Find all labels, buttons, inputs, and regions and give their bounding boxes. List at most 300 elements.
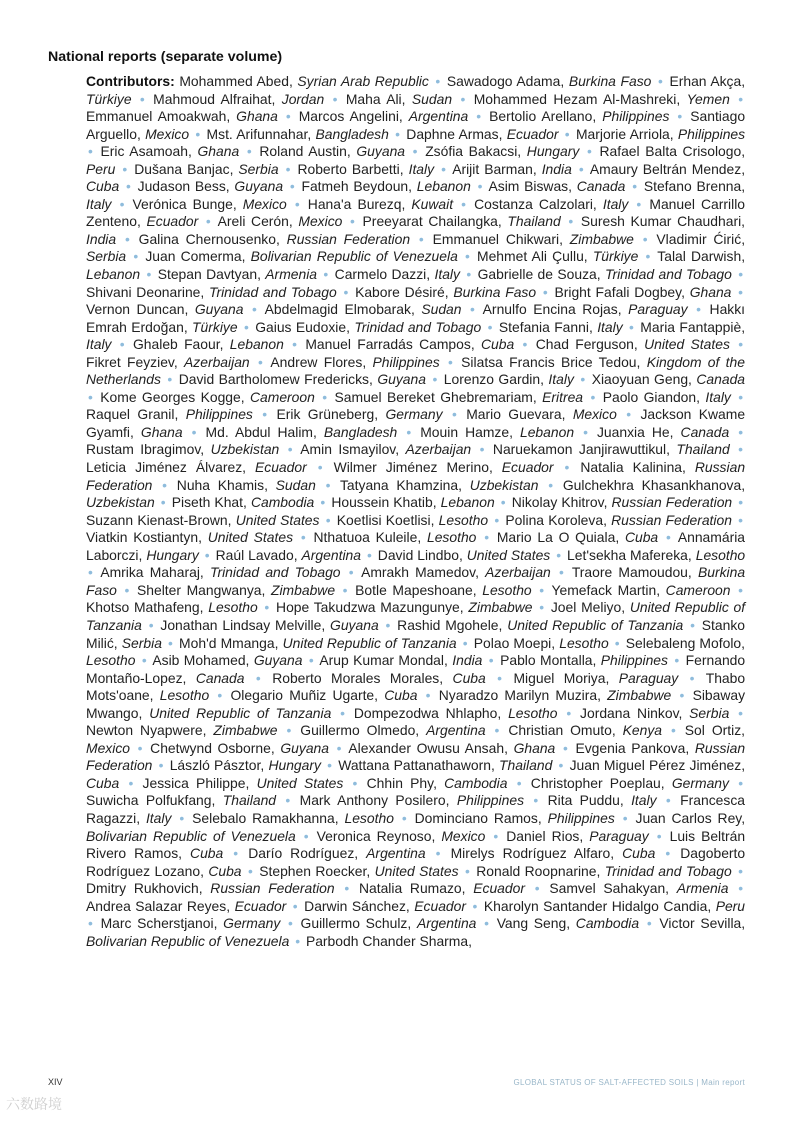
contributor-country: Ecuador [473, 880, 525, 897]
contributor-name: Emmanuel Chikwari [432, 230, 560, 247]
contributor-name: Judason Bess [137, 178, 226, 195]
separator-dot: • [366, 546, 372, 563]
separator-dot: • [435, 73, 441, 89]
contributor-name: Juan Comerma [145, 248, 242, 265]
contributor-entry: Houssein Khatib, Lebanon [331, 494, 495, 511]
contributor-name: Andrea Salazar Reyes [86, 897, 227, 914]
contributor-entry: Stefano Brenna, Italy [86, 178, 746, 212]
contributor-entry: Darwin Sánchez, Ecuador [304, 897, 467, 914]
contributor-country: Argentina [426, 722, 486, 739]
contributor-entry: Veronica Reynoso, Mexico [316, 827, 486, 844]
contributor-entry: Yemefack Martin, Cameroon [551, 581, 731, 598]
contributor-country: Lebanon [229, 336, 284, 353]
contributor-name: Marcos Angelini [298, 108, 399, 125]
separator-dot: • [287, 441, 293, 458]
separator-dot: • [738, 862, 743, 879]
contributor-country: Ghana [140, 423, 183, 440]
separator-dot: • [300, 529, 306, 546]
contributor-entry: Dompezodwa Nhlapho, Lesotho [353, 704, 558, 721]
footer-title: GLOBAL STATUS OF SALT-AFFECTED SOILS | Main report [513, 1078, 745, 1087]
separator-dot: • [327, 757, 333, 774]
contributor-name: Darío Rodríguez [248, 845, 355, 862]
contributor-entry: Roberto Morales Morales, Cuba [272, 669, 486, 686]
separator-dot: • [494, 511, 500, 528]
contributor-country: Paraguay [589, 827, 649, 844]
contributor-country: Canada [576, 178, 626, 195]
contributor-entry: Shivani Deonarine, Trinidad and Tobago [86, 283, 337, 300]
contributor-entry: Miguel Moriya, Paraguay [513, 669, 679, 686]
separator-dot: • [564, 125, 570, 142]
contributor-entry: Tatyana Khamzina, Uzbekistan [339, 476, 539, 493]
contributor-country: Burkina Faso [86, 564, 746, 598]
contributor-name: Suresh Kumar Chaudhari [580, 213, 742, 230]
separator-dot: • [441, 160, 446, 177]
contributor-name: Kome Georges Kogge [100, 388, 241, 405]
contributor-country: Thailand [676, 441, 730, 458]
contributor-country: Trinidad and Tobago [354, 318, 482, 335]
contributor-name: Tatyana Khamzina [339, 476, 459, 493]
contributor-name: Zsófia Bakacsi [425, 143, 518, 160]
separator-dot: • [124, 230, 130, 247]
separator-dot: • [542, 283, 548, 300]
contributor-entry: Juan Comerma, Bolivarian Republic of Venezuela [145, 248, 458, 265]
separator-dot: • [451, 406, 457, 423]
separator-dot: • [674, 652, 680, 669]
contributor-country: Russian Federation [286, 230, 411, 247]
separator-dot: • [738, 388, 744, 405]
contributor-entry: Preeyarat Chailangka, Thailand [362, 213, 561, 230]
contributor-entry: Parbodh Chander Sharma, [305, 932, 472, 949]
contributor-entry: Zsófia Bakacsi, Hungary [425, 143, 580, 160]
contributor-country: Lesotho [344, 809, 394, 826]
separator-dot: • [677, 108, 683, 125]
contributor-country: Canada [195, 669, 245, 686]
separator-dot: • [146, 266, 152, 283]
contributor-entry: Joel Meliyo, United Republic of Tanzania [86, 599, 746, 633]
contributor-country: Italy [86, 195, 112, 212]
contributor-country: Guyana [377, 371, 426, 388]
contributor-entry: Vladimir Ćirić, Serbia [86, 230, 746, 265]
contributor-name: Fernando Montaño-Lopez [86, 652, 746, 686]
contributor-country: Zimbabwe [270, 581, 336, 598]
contributor-entry: Asib Mohamed, Guyana [152, 652, 303, 669]
separator-dot: • [289, 178, 295, 195]
contributor-country: Azerbaijan [405, 441, 472, 458]
contributor-entry: Darío Rodríguez, Argentina [248, 845, 426, 862]
contributor-name: Santiago Arguello [86, 108, 746, 142]
contributor-entry: Thabo Mots'oane, Lesotho [86, 669, 746, 704]
contributor-entry: Nikolay Khitrov, Russian Federation [511, 494, 733, 511]
contributor-entry: Raquel Granil, Philippines [86, 406, 253, 423]
contributor-entry: Amrika Maharaj, Trinidad and Tobago [100, 564, 341, 581]
separator-dot: • [285, 792, 291, 809]
contributor-name: Gaius Eudoxie [255, 318, 347, 335]
separator-dot: • [418, 230, 424, 247]
separator-dot: • [476, 108, 482, 125]
contributor-entry: Paolo Giandon, Italy [602, 388, 731, 405]
contributor-name: Nuha Khamis [176, 476, 265, 493]
contributor-country: Philippines [677, 125, 746, 142]
contributor-country: Syrian Arab Republic [297, 73, 429, 89]
contributor-name: Annamária Laborczi [86, 529, 746, 563]
contributor-entry: Rashid Mgohele, United Republic of Tanzania [397, 616, 684, 633]
contributor-name: Thabo Mots'oane [86, 669, 746, 704]
contributor-entry: Roland Austin, Guyana [259, 143, 406, 160]
separator-dot: • [255, 669, 261, 686]
separator-dot: • [466, 266, 472, 283]
contributor-country: Kingdom of the Netherlands [86, 353, 745, 388]
contributor-entry: Emmanuel Amoakwah, Ghana [86, 108, 278, 125]
separator-dot: • [632, 178, 638, 195]
contributor-entry: Leticia Jiménez Álvarez, Ecuador [86, 459, 307, 476]
contributor-entry: Stanko Milić, Serbia [86, 616, 746, 651]
contributor-country: Trinidad and Tobago [209, 564, 341, 581]
contributor-country: Lebanon [519, 423, 575, 440]
contributor-country: Trinidad and Tobago [604, 862, 732, 879]
contributor-country: Lesotho [695, 546, 746, 563]
contributor-name: Mario Guevara [466, 406, 562, 423]
separator-dot: • [522, 336, 528, 353]
separator-dot: • [645, 248, 651, 265]
separator-dot: • [195, 125, 201, 142]
separator-dot: • [586, 143, 592, 160]
contributor-country: Mexico [242, 195, 287, 212]
contributor-entry: Fikret Feyziev, Azerbaijan [86, 353, 250, 370]
separator-dot: • [303, 827, 309, 844]
contributor-country: Lebanon [440, 494, 495, 511]
contributor-entry: Juan Carlos Rey, Bolivarian Republic of Venezuela [86, 809, 746, 844]
contributor-name: Maria Fantappiè [640, 318, 742, 335]
contributor-name: Wattana Pattanathaworn [338, 757, 491, 774]
separator-dot: • [320, 494, 326, 511]
separator-dot: • [322, 388, 328, 405]
contributor-country: Burkina Faso [568, 73, 652, 89]
contributor-country: Italy [408, 160, 435, 177]
contributor-entry: Botle Mapeshoane, Lesotho [355, 581, 532, 598]
contributor-name: Daniel Rios [506, 827, 580, 844]
separator-dot: • [534, 880, 540, 897]
separator-dot: • [323, 266, 329, 283]
separator-dot: • [412, 143, 418, 160]
contributor-name: Carmelo Dazzi [334, 266, 427, 283]
separator-dot: • [264, 599, 270, 616]
contributor-entry: Rustam Ibragimov, Uzbekistan [86, 441, 280, 458]
contributor-entry: Viatkin Kostiantyn, United States [86, 529, 294, 546]
contributor-name: Botle Mapeshoane [355, 581, 473, 598]
contributor-entry: David Bartholomew Fredericks, Guyana [178, 371, 426, 388]
contributor-entry: Abdelmagid Elmobarak, Sudan [264, 301, 462, 318]
contributor-entry: Asim Biswas, Canada [488, 178, 626, 195]
contributor-entry: Erhan Akça, Türkiye [86, 73, 746, 107]
contributor-country: Eritrea [542, 388, 584, 405]
contributor-country: Mexico [298, 213, 343, 230]
contributor-name: Stanko Milić [86, 616, 746, 651]
contributor-entry: Stepan Davtyan, Armenia [157, 266, 318, 283]
contributor-entry: Kharolyn Santander Hidalgo Candia, Peru [483, 897, 746, 914]
contributor-name: Dompezodwa Nhlapho [353, 704, 498, 721]
separator-dot: • [484, 915, 489, 932]
separator-dot: • [479, 441, 485, 458]
contributor-country: Trinidad and Tobago [209, 283, 337, 300]
contributor-name: Vladimir Ćirić [656, 230, 742, 247]
contributor-name: Dominciano Ramos [414, 809, 538, 826]
separator-dot: • [233, 845, 239, 862]
contributor-name: Samvel Sahakyan [549, 880, 666, 897]
separator-dot: • [246, 143, 252, 160]
contributor-name: Nyaradzo Marilyn Muzira [438, 687, 598, 704]
separator-dot: • [642, 230, 648, 247]
contributor-entry: Natalia Rumazo, Ecuador [358, 880, 525, 897]
contributor-name: Vang Seng [496, 915, 567, 932]
contributor-country: Cambodia [250, 494, 315, 511]
contributor-country: Lesotho [559, 634, 609, 651]
contributor-country: Canada [680, 423, 730, 440]
contributor-country: Armenia [265, 266, 318, 283]
contributor-entry: Annamária Laborczi, Hungary [86, 529, 746, 563]
contributor-name: Chad Ferguson [535, 336, 634, 353]
contributor-entry: Olegario Muñiz Ugarte, Cuba [230, 687, 418, 704]
contributor-name: Parbodh Chander Sharma [305, 932, 469, 949]
contributor-entry: Samvel Sahakyan, Armenia [549, 880, 729, 897]
contributor-country: Serbia [86, 248, 127, 265]
contributor-country: Germany [671, 774, 729, 791]
contributor-name: Mouin Hamze [420, 423, 510, 440]
contributor-entry: Sibaway Mwango, United Republic of Tanzania [86, 687, 746, 721]
separator-dot: • [738, 494, 744, 511]
contributor-country: India [541, 160, 572, 177]
contributor-name: Khotso Mathafeng [86, 599, 200, 616]
contributor-country: Sudan [421, 301, 462, 318]
contributor-entry: Nyaradzo Marilyn Muzira, Zimbabwe [438, 687, 672, 704]
contributor-country: Italy [631, 792, 657, 809]
contributor-name: Olegario Muñiz Ugarte [230, 687, 375, 704]
contributor-entry: Jordana Ninkov, Serbia [580, 704, 730, 721]
contributor-name: Ghaleb Faour [132, 336, 220, 353]
contributor-name: Dušana Banjac [134, 160, 230, 177]
contributor-country: Burkina Faso [453, 283, 537, 300]
contributor-country: Italy [548, 371, 574, 388]
contributor-name: Chhin Phy [366, 774, 434, 791]
separator-dot: • [516, 774, 522, 791]
separator-dot: • [332, 90, 338, 107]
separator-dot: • [470, 301, 475, 318]
contributor-entry: Sawadogo Adama, Burkina Faso [446, 73, 652, 89]
watermark-logo: 六数路境 [6, 1096, 62, 1112]
contributor-country: Peru [715, 897, 746, 914]
contributor-country: Cuba [481, 336, 515, 353]
contributor-entry: Galina Chernousenko, Russian Federation [138, 230, 411, 247]
separator-dot: • [257, 353, 263, 370]
contributor-entry: Hope Takudzwa Mazungunye, Zimbabwe [276, 599, 533, 616]
contributor-country: Azerbaijan [184, 353, 250, 370]
contributor-country: United Republic of Tanzania [149, 704, 332, 721]
contributor-country: Russian Federation [86, 459, 746, 493]
contributor-name: Fatmeh Beydoun [301, 178, 409, 195]
separator-dot: • [148, 616, 154, 633]
contributor-country: Guyana [330, 616, 379, 633]
contributor-entry: Mouin Hamze, Lebanon [420, 423, 575, 440]
separator-dot: • [738, 704, 744, 721]
contributor-entry: Mario Guevara, Mexico [466, 406, 617, 423]
contributor-entry: Polao Moepi, Lesotho [473, 634, 609, 651]
contributor-entry: Let'sekha Mafereka, Lesotho [567, 546, 746, 563]
contributor-country: Lesotho [508, 704, 558, 721]
contributor-name: Stephen Roecker [259, 862, 367, 879]
contributor-name: Joel Meliyo [550, 599, 622, 616]
contributor-country: Guyana [253, 652, 303, 669]
contributor-name: Leticia Jiménez Álvarez [86, 459, 243, 476]
contributor-entry: Mohammed Abed, Syrian Arab Republic [179, 73, 429, 89]
contributor-name: Emmanuel Amoakwah [86, 108, 227, 125]
contributor-entry: Bertolio Arellano, Philippines [489, 108, 670, 125]
separator-dot: • [738, 511, 744, 528]
contributor-name: Koetlisi Koetlisi [336, 511, 431, 528]
contributor-name: Evgenia Pankova [575, 739, 686, 756]
separator-dot: • [488, 652, 494, 669]
contributor-country: Lesotho [208, 599, 258, 616]
separator-dot: • [308, 652, 314, 669]
contributor-name: Roland Austin [259, 143, 347, 160]
contributor-country: Russian Federation [611, 511, 732, 528]
contributor-country: Mexico [86, 739, 130, 756]
contributor-country: Thailand [222, 792, 277, 809]
separator-dot: • [656, 827, 662, 844]
contributor-entry: Daphne Armas, Ecuador [406, 125, 559, 142]
contributor-entry: Arijit Barman, India [452, 160, 572, 177]
contributor-entry: Raúl Lavado, Argentina [215, 546, 361, 563]
contributor-entry: Maha Ali, Sudan [345, 90, 453, 107]
separator-dot: • [556, 546, 562, 563]
separator-dot: • [583, 423, 588, 440]
contributor-name: Stefano Brenna [643, 178, 742, 195]
contributor-name: Sawadogo Adama [446, 73, 561, 89]
contributor-entry: Mirelys Rodríguez Alfaro, Cuba [450, 845, 656, 862]
contributor-name: Naruekamon Janjirawuttikul [492, 441, 667, 458]
contributor-name: Manuel Carrillo Zenteno [86, 195, 745, 230]
contributor-country: Bangladesh [315, 125, 389, 142]
contributor-name: Arnulfo Encina Rojas [482, 301, 618, 318]
contributor-country: Hungary [268, 757, 321, 774]
contributor-entry: Silatsa Francis Brice Tedou, Kingdom of the Netherlands [86, 353, 745, 388]
separator-dot: • [738, 283, 744, 300]
separator-dot: • [247, 862, 253, 879]
contributor-name: Marc Scherstjanoi [100, 915, 214, 932]
separator-dot: • [738, 441, 744, 458]
contributor-entry: Ronald Roopnarine, Trinidad and Tobago [476, 862, 732, 879]
contributor-entry: Talal Darwish, Lebanon [86, 248, 746, 283]
contributor-entry: Jessica Philippe, United States [142, 774, 344, 791]
contributor-country: Ecuador [146, 213, 199, 230]
contributor-name: Chetwynd Osborne [150, 739, 271, 756]
separator-dot: • [295, 932, 301, 949]
contributor-entry: Kabore Désiré, Burkina Faso [355, 283, 537, 300]
contributor-name: Arup Kumar Mondal [319, 652, 444, 669]
separator-dot: • [124, 581, 130, 598]
contributor-entry: Newton Nyapwere, Zimbabwe [86, 722, 278, 739]
separator-dot: • [464, 862, 470, 879]
separator-dot: • [464, 248, 470, 265]
separator-dot: • [738, 336, 744, 353]
contributor-entry: Nthatuoa Kuleile, Lesotho [313, 529, 477, 546]
contributor-entry: Nuha Khamis, Sudan [176, 476, 316, 493]
contributors-label: Contributors: [86, 73, 175, 89]
contributor-entry: Luis Beltrán Rivero Ramos, Cuba [86, 827, 746, 862]
contributor-name: Mehmet Ali Çullu [477, 248, 584, 265]
separator-dot: • [119, 336, 125, 353]
separator-dot: • [738, 266, 744, 283]
contributor-entry: David Lindbo, United States [377, 546, 551, 563]
contributor-name: Amaury Beltrán Mendez [589, 160, 742, 177]
contributor-name: Maha Ali [345, 90, 402, 107]
contributor-entry: Vang Seng, Cambodia [496, 915, 640, 932]
contributor-name: Shivani Deonarine [86, 283, 201, 300]
contributor-name: Vernon Duncan [86, 301, 185, 318]
contributor-country: Ghana [197, 143, 240, 160]
contributor-country: Serbia [121, 634, 162, 651]
separator-dot: • [342, 581, 348, 598]
contributor-name: Raquel Granil [86, 406, 175, 423]
contributor-country: Hungary [526, 143, 580, 160]
contributor-country: Russian Federation [86, 739, 746, 774]
contributor-name: Houssein Khatib [331, 494, 433, 511]
contributor-name: Rashid Mgohele [397, 616, 499, 633]
contributor-name: Roberto Morales Morales [272, 669, 440, 686]
contributor-entry: Amrakh Mamedov, Azerbaijan [361, 564, 551, 581]
contributor-name: Nthatuoa Kuleile [313, 529, 418, 546]
contributor-entry: Gulchekhra Khasankhanova, Uzbekistan [86, 476, 746, 511]
contributor-entry: Vernon Duncan, Guyana [86, 301, 244, 318]
contributor-entry: Amin Ismayilov, Azerbaijan [300, 441, 472, 458]
contributor-name: Jessica Philippe [142, 774, 246, 791]
contributor-country: Hungary [146, 546, 199, 563]
separator-dot: • [494, 722, 500, 739]
contributor-name: Bright Fafali Dogbey [554, 283, 682, 300]
contributor-name: Guillermo Schulz [300, 915, 408, 932]
contributor-name: Mirelys Rodríguez Alfaro [450, 845, 611, 862]
contributor-country: Italy [597, 318, 623, 335]
contributor-name: Andrew Flores [270, 353, 363, 370]
separator-dot: • [88, 915, 93, 932]
contributor-country: Cambodia [575, 915, 640, 932]
contributor-country: Philippines [600, 652, 668, 669]
contributor-entry: Hakkı Emrah Erdoğan, Türkiye [86, 301, 746, 335]
contributor-country: Zimbabwe [468, 599, 533, 616]
contributor-country: Cuba [622, 845, 656, 862]
contributor-entry: Khotso Mathafeng, Lesotho [86, 599, 258, 616]
contributor-country: Philippines [547, 809, 615, 826]
separator-dot: • [689, 669, 695, 686]
separator-dot: • [558, 757, 564, 774]
separator-dot: • [125, 178, 131, 195]
contributor-name: Costanza Calzolari [474, 195, 593, 212]
contributor-country: Bolivarian Republic of Venezuela [86, 827, 296, 844]
separator-dot: • [646, 915, 652, 932]
separator-dot: • [460, 90, 466, 107]
contributor-name: Erhan Akça [669, 73, 742, 89]
contributor-entry: Rafael Balta Crisologo, Peru [86, 143, 746, 177]
contributor-name: Sibaway Mwango [86, 687, 746, 721]
contributor-name: Mark Anthony Posilero [299, 792, 446, 809]
contributor-country: Argentina [301, 546, 361, 563]
contributor-country: Germany [385, 406, 443, 423]
contributor-country: Serbia [238, 160, 279, 177]
contributor-entry: Evgenia Pankova, Russian Federation [86, 739, 746, 774]
contributor-country: Ecuador [501, 459, 554, 476]
separator-dot: • [179, 809, 185, 826]
contributor-name: Mahmoud Alfraihat [153, 90, 272, 107]
contributor-country: Guyana [280, 739, 329, 756]
contributor-name: Polao Moepi [473, 634, 552, 651]
